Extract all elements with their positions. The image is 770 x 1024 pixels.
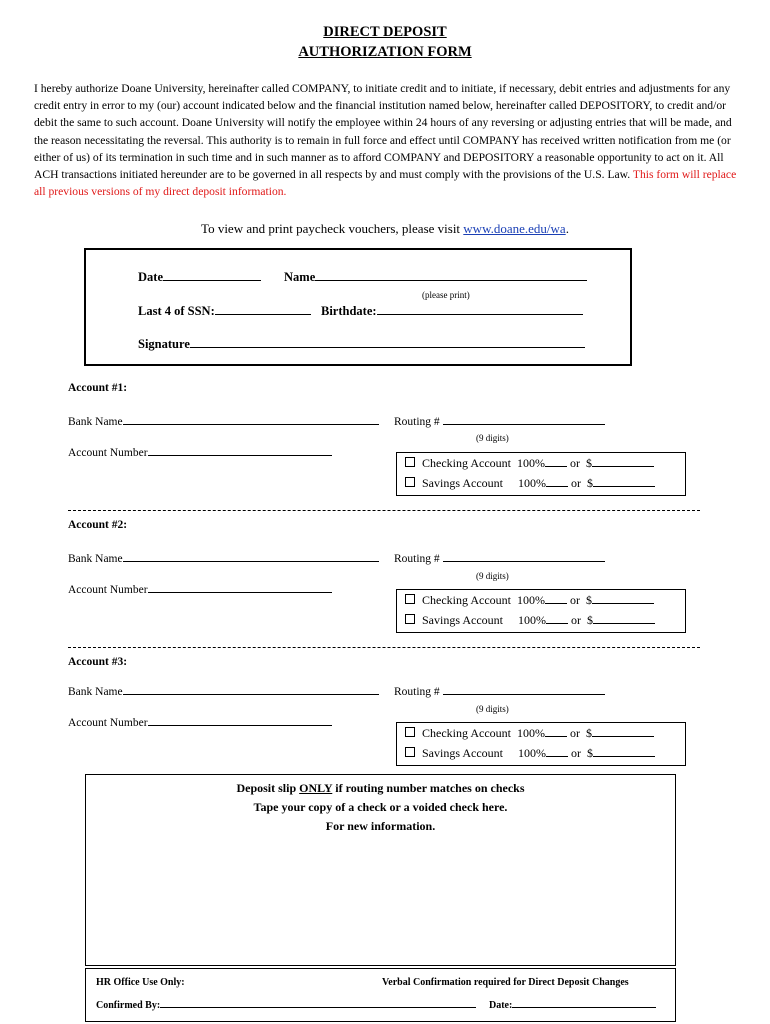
account-2-routing[interactable] bbox=[394, 553, 605, 565]
checking-label: Checking Account 100% bbox=[422, 726, 545, 740]
or-dollar-label: or $ bbox=[569, 593, 592, 607]
hr-use-only: HR Office Use Only: bbox=[96, 977, 185, 988]
only-emphasis: ONLY bbox=[299, 781, 333, 795]
bank-name-label: Bank Name bbox=[68, 686, 123, 698]
checking-label: Checking Account 100% bbox=[422, 456, 545, 470]
checkbox-icon[interactable] bbox=[405, 594, 415, 604]
confirmed-by-field[interactable] bbox=[96, 1000, 476, 1011]
account-2-savings[interactable] bbox=[405, 610, 655, 631]
account-number-label: Account Number bbox=[68, 584, 148, 596]
account-1-type-box bbox=[396, 452, 686, 496]
birthdate-label: Birthdate: bbox=[321, 304, 377, 318]
savings-label: Savings Account 100% bbox=[422, 613, 546, 627]
check-tape-area bbox=[85, 774, 676, 966]
account-1-bank-name[interactable] bbox=[68, 416, 379, 428]
account-1-checking[interactable] bbox=[405, 453, 654, 474]
or-dollar-label: or $ bbox=[571, 746, 593, 760]
account-2-account-number[interactable] bbox=[68, 584, 332, 596]
deposit-slip-post: if routing number matches on checks bbox=[332, 781, 525, 795]
separator bbox=[68, 510, 700, 511]
account-2-routing-hint: (9 digits) bbox=[476, 571, 509, 581]
account-3-type-box bbox=[396, 722, 686, 766]
account-3-checking[interactable] bbox=[405, 723, 654, 744]
account-1-account-number[interactable] bbox=[68, 447, 332, 459]
account-1-savings[interactable] bbox=[405, 473, 655, 494]
or-dollar-label: or $ bbox=[571, 613, 593, 627]
visit-end: . bbox=[565, 221, 569, 236]
birthdate-field[interactable] bbox=[321, 304, 583, 319]
authorization-paragraph bbox=[34, 80, 739, 200]
account-3-routing-hint: (9 digits) bbox=[476, 704, 509, 714]
ssn-label: Last 4 of SSN: bbox=[138, 304, 215, 318]
routing-label: Routing # bbox=[394, 553, 440, 565]
separator bbox=[68, 647, 700, 648]
checkbox-icon[interactable] bbox=[405, 477, 415, 487]
name-field[interactable] bbox=[284, 270, 587, 285]
new-info-note: For new information. bbox=[325, 819, 436, 833]
account-2-checking[interactable] bbox=[405, 590, 654, 611]
date-label: Date bbox=[138, 270, 163, 284]
signature-field[interactable] bbox=[138, 337, 585, 352]
account-2-type-box bbox=[396, 589, 686, 633]
checkbox-icon[interactable] bbox=[405, 457, 415, 467]
checkbox-icon[interactable] bbox=[405, 747, 415, 757]
checkbox-icon[interactable] bbox=[405, 727, 415, 737]
hr-date-field[interactable] bbox=[489, 1000, 656, 1011]
form-title-line-2: AUTHORIZATION FORM bbox=[298, 44, 472, 60]
paycheck-link[interactable]: www.doane.edu/wa bbox=[463, 221, 566, 236]
bank-name-label: Bank Name bbox=[68, 416, 123, 428]
visit-text: To view and print paycheck vouchers, please visit bbox=[201, 221, 464, 236]
hr-date-label: Date: bbox=[489, 1000, 513, 1011]
account-3-routing[interactable] bbox=[394, 686, 605, 698]
paycheck-visit-line bbox=[0, 221, 770, 237]
savings-label: Savings Account 100% bbox=[422, 746, 546, 760]
bank-name-label: Bank Name bbox=[68, 553, 123, 565]
tape-instruction: Tape your copy of a check or a voided check here. bbox=[253, 800, 508, 814]
account-1-routing[interactable] bbox=[394, 416, 605, 428]
routing-label: Routing # bbox=[394, 416, 440, 428]
or-dollar-label: or $ bbox=[569, 456, 592, 470]
checkbox-icon[interactable] bbox=[405, 614, 415, 624]
hr-office-box bbox=[85, 968, 676, 1022]
or-dollar-label: or $ bbox=[569, 726, 592, 740]
account-1-routing-hint: (9 digits) bbox=[476, 433, 509, 443]
verbal-confirmation: Verbal Confirmation required for Direct Deposit Changes bbox=[382, 977, 629, 988]
account-3-header: Account #3: bbox=[68, 656, 128, 668]
account-3-bank-name[interactable] bbox=[68, 686, 379, 698]
deposit-slip-pre: Deposit slip bbox=[236, 781, 300, 795]
or-dollar-label: or $ bbox=[571, 476, 593, 490]
employee-info-box bbox=[84, 248, 632, 366]
account-3-account-number[interactable] bbox=[68, 717, 332, 729]
account-number-label: Account Number bbox=[68, 717, 148, 729]
replacement-notice: This form will replace all previous versions of my direct deposit information. bbox=[34, 168, 737, 199]
confirmed-by-label: Confirmed By: bbox=[96, 1000, 161, 1011]
checking-label: Checking Account 100% bbox=[422, 593, 545, 607]
ssn-field[interactable] bbox=[138, 304, 311, 319]
deposit-slip-line bbox=[86, 779, 675, 798]
name-label: Name bbox=[284, 270, 316, 284]
date-field[interactable] bbox=[138, 270, 261, 285]
account-2-header: Account #2: bbox=[68, 519, 128, 531]
savings-label: Savings Account 100% bbox=[422, 476, 546, 490]
account-1-header: Account #1: bbox=[68, 382, 128, 394]
authorization-text: I hereby authorize Doane University, hereinafter called COMPANY, to initiate credit and to initiate, if necessary, debit entries and adjustments for any credit entry in error to my (our) account indicated below and the financial institution named below, hereinafter called DEPOSITORY, to credit and/or debit the same to such account. Doane University will notify the employee within 24 hours of any reversing or adjusting entries that will be made, and the reason necessitating the reversal. This authority is to remain in full force and effect until COMPANY has received written notification from me (or either of us) of its termination in such time and in such manner as to afford COMPANY and DEPOSITORY a reasonable opportunity to act on it. All ACH transactions initiated hereunder are to be governed in all respects by and must comply with the provisions of the U.S. Law. bbox=[34, 82, 732, 182]
account-2-bank-name[interactable] bbox=[68, 553, 379, 565]
routing-label: Routing # bbox=[394, 686, 440, 698]
signature-label: Signature bbox=[138, 337, 190, 351]
name-hint: (please print) bbox=[422, 290, 470, 300]
account-3-savings[interactable] bbox=[405, 743, 655, 764]
account-number-label: Account Number bbox=[68, 447, 148, 459]
form-title-line-1: DIRECT DEPOSIT bbox=[323, 24, 447, 40]
